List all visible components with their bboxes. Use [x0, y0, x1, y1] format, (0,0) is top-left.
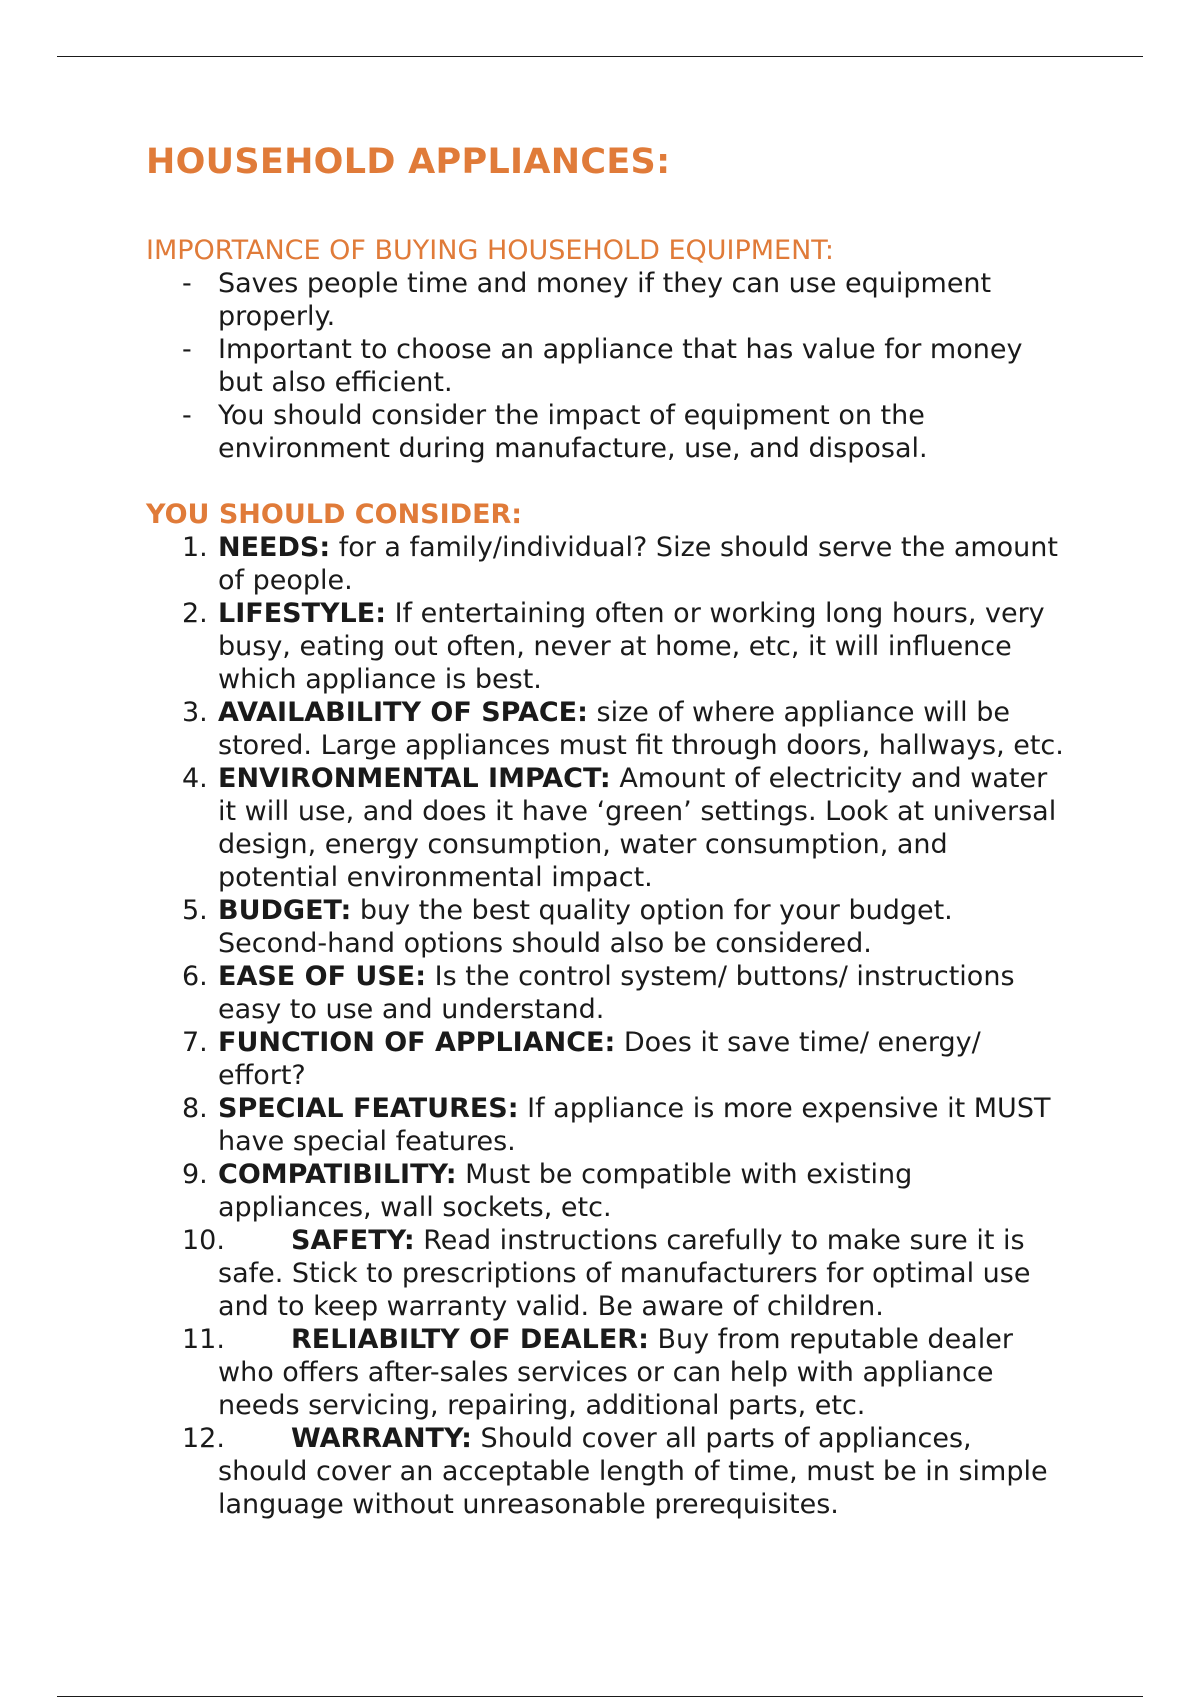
- item-number: 2.: [182, 598, 208, 629]
- item-number: 1.: [182, 532, 208, 563]
- bottom-rule: [57, 1696, 1143, 1697]
- list-item: [146, 1092, 1066, 1158]
- item-text: Is the control system/ buttons/ instructions easy to use and understand.: [218, 961, 1015, 1025]
- item-number: 6.: [182, 961, 208, 992]
- item-term: FUNCTION OF APPLIANCE:: [218, 1027, 616, 1058]
- list-item: [146, 597, 1066, 696]
- list-item: [146, 267, 1066, 333]
- page-title: HOUSEHOLD APPLIANCES:: [146, 142, 671, 182]
- importance-list: [146, 267, 1066, 465]
- list-item: [146, 762, 1066, 894]
- item-text: If appliance is more expensive it MUST have special features.: [218, 1093, 1051, 1157]
- list-item: [146, 696, 1066, 762]
- item-number: 10.: [182, 1225, 225, 1256]
- item-term: EASE OF USE:: [218, 961, 427, 992]
- bullet-marker: -: [182, 400, 192, 431]
- item-term: NEEDS:: [218, 532, 331, 563]
- item-text: Amount of electricity and water it will use, and does it have ‘green’ settings. Look at universal design, energy consumption, water consumption, and potential environmental impact.: [218, 763, 1057, 893]
- item-term: AVAILABILITY OF SPACE:: [218, 697, 588, 728]
- list-item: [146, 1026, 1066, 1092]
- item-term: BUDGET:: [218, 895, 352, 926]
- document-body: [146, 140, 1066, 1521]
- list-item-text: Important to choose an appliance that has value for money but also efficient.: [218, 334, 1023, 398]
- item-term: SAFETY:: [291, 1225, 415, 1256]
- item-term: ENVIRONMENTAL IMPACT:: [218, 763, 611, 794]
- bullet-marker: -: [182, 268, 192, 299]
- item-number: 9.: [182, 1159, 208, 1190]
- item-number: 11.: [182, 1324, 225, 1355]
- item-number: 5.: [182, 895, 208, 926]
- top-rule: [57, 56, 1143, 57]
- item-number: 3.: [182, 697, 208, 728]
- item-term: LIFESTYLE:: [218, 598, 386, 629]
- item-number: 8.: [182, 1093, 208, 1124]
- list-item: [146, 531, 1066, 597]
- list-item: [146, 1158, 1066, 1224]
- consider-list: [146, 531, 1066, 1521]
- item-text: Must be compatible with existing appliances, wall sockets, etc.: [218, 1159, 913, 1223]
- list-item: [146, 1422, 1066, 1521]
- item-term: RELIABILTY OF DEALER:: [291, 1324, 649, 1355]
- item-text: Should cover all parts of appliances, should cover an acceptable length of time, must be in simple language without unreasonable prerequisites.: [218, 1423, 1048, 1520]
- list-item: [146, 1323, 1066, 1422]
- item-text: size of where appliance will be stored. Large appliances must fit through doors, hallways, etc.: [218, 697, 1064, 761]
- item-number: 4.: [182, 763, 208, 794]
- list-item-text: Saves people time and money if they can use equipment properly.: [218, 268, 992, 332]
- list-item: [146, 399, 1066, 465]
- item-term: SPECIAL FEATURES:: [218, 1093, 519, 1124]
- item-term: WARRANTY:: [291, 1423, 472, 1454]
- item-number: 7.: [182, 1027, 208, 1058]
- importance-heading: IMPORTANCE OF BUYING HOUSEHOLD EQUIPMENT:: [146, 235, 834, 266]
- item-text: Buy from reputable dealer who offers after-sales services or can help with appliance needs servicing, repairing, additional parts, etc.: [218, 1324, 1013, 1421]
- item-text: buy the best quality option for your budget. Second-hand options should also be considered.: [218, 895, 953, 959]
- list-item-text: You should consider the impact of equipment on the environment during manufacture, use, and disposal.: [218, 400, 928, 464]
- list-item: [146, 960, 1066, 1026]
- item-text: for a family/individual? Size should serve the amount of people.: [218, 532, 1058, 596]
- consider-heading: YOU SHOULD CONSIDER:: [146, 499, 523, 530]
- item-text: Does it save time/ energy/ effort?: [218, 1027, 981, 1091]
- list-item: [146, 1224, 1066, 1323]
- item-number: 12.: [182, 1423, 225, 1454]
- item-term: COMPATIBILITY:: [218, 1159, 457, 1190]
- list-item: [146, 333, 1066, 399]
- list-item: [146, 894, 1066, 960]
- bullet-marker: -: [182, 334, 192, 365]
- item-text: If entertaining often or working long hours, very busy, eating out often, never at home, etc, it will influence which appliance is best.: [218, 598, 1045, 695]
- item-text: Read instructions carefully to make sure it is safe. Stick to prescriptions of manufacturers for optimal use and to keep warranty valid. Be aware of children.: [218, 1225, 1031, 1322]
